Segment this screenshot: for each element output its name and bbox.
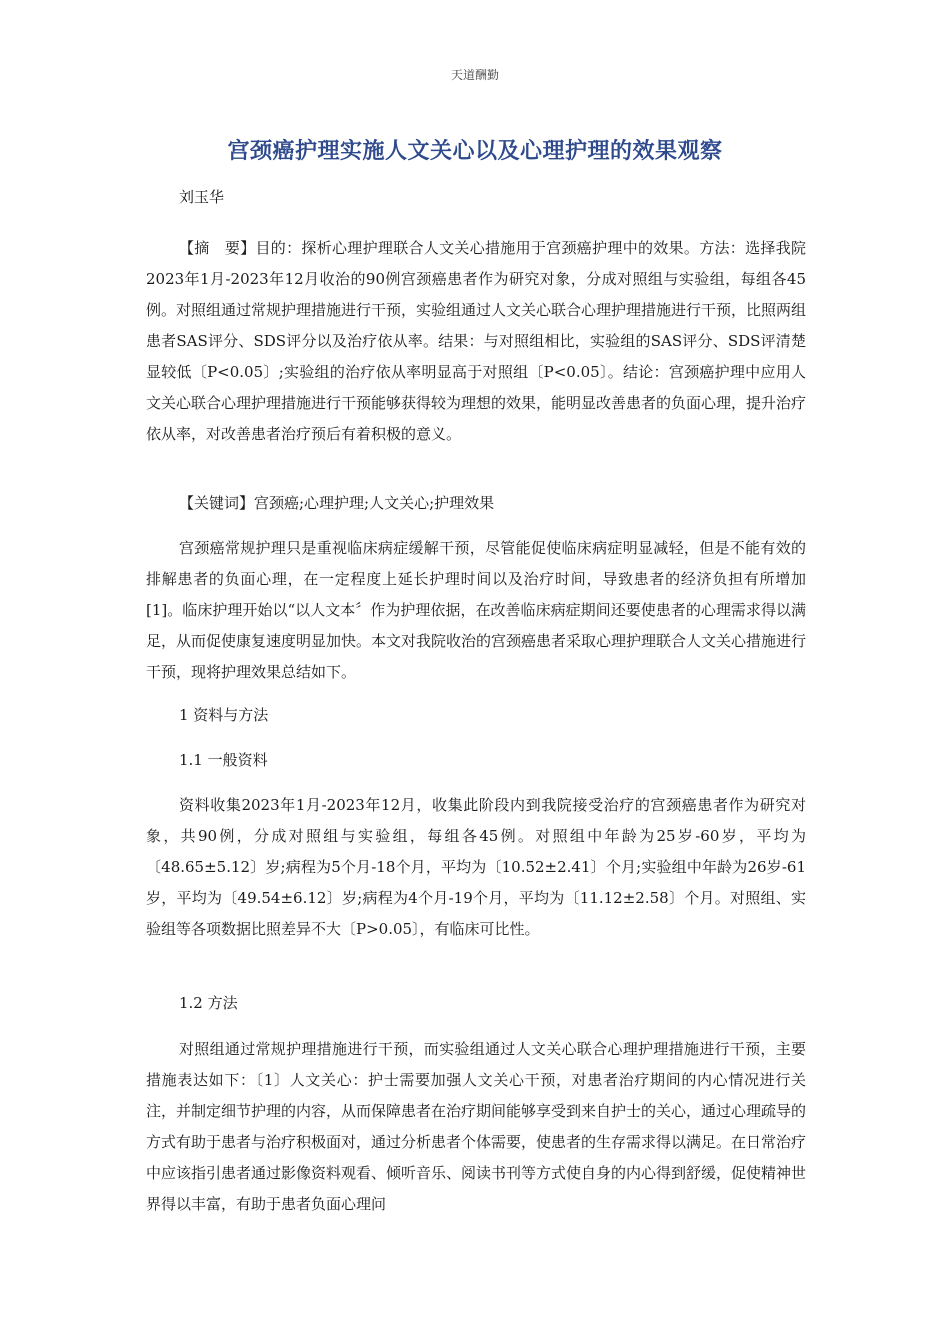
section-heading-1: 1 资料与方法 xyxy=(179,706,269,724)
intro-paragraph: 宫颈癌常规护理只是重视临床病症缓解干预，尽管能促使临床病症明显减轻，但是不能有效的排解患者的负面心理，在一定程度上延长护理时间以及治疗时间，导致患者的经济负担有所增加[1]。临床护理开始以“以人文本〞作为护理依据，在改善临床病症期间还要使患者的心理需求得以满足，从而促使康复速度明显加快。本文对我院收治的宫颈癌患者采取心理护理联合人文关心措施进行干预，现将护理效果总结如下。 xyxy=(146,539,807,681)
header-mark: 天道酬勤 xyxy=(450,68,499,82)
section-heading-1-1: 1.1 一般资料 xyxy=(179,751,268,769)
author-name: 刘玉华 xyxy=(179,188,225,206)
abstract-paragraph: 【摘 要】目的：探析心理护理联合人文关心措施用于宫颈癌护理中的效果。方法：选择我院2023年1月-2023年12月收治的90例宫颈癌患者作为研究对象，分成对照组与实验组，每组各45例。对照组通过常规护理措施进行干预，实验组通过人文关心联合心理护理措施进行干预，比照两组患者SAS评分、SDS评分以及治疗依从率。结果：与对照组相比，实验组的SAS评分、SDS评清楚显较低〔P<0.05〕;实验组的治疗依从率明显高于对照组〔P<0.05〕。结论：宫颈癌护理中应用人文关心联合心理护理措施进行干预能够获得较为理想的效果，能明显改善患者的负面心理，提升治疗依从率，对改善患者治疗预后有着积极的意义。 xyxy=(146,239,807,443)
page-title: 宫颈癌护理实施人文关心以及心理护理的效果观察 xyxy=(227,138,723,164)
method-paragraph: 对照组通过常规护理措施进行干预，而实验组通过人文关心联合心理护理措施进行干预，主要措施表达如下：〔1〕人文关心：护士需要加强人文关心干预，对患者治疗期间的内心情况进行关注，并制定细节护理的内容，从而保障患者在治疗期间能够享受到来自护士的关心，通过心理疏导的方式有助于患者与治疗积极面对，通过分析患者个体需要，使患者的生存需求得以满足。在日常治疗中应该指引患者通过影像资料观看、倾听音乐、阅读书刊等方式使自身的内心得到舒缓，促使精神世界得以丰富，有助于患者负面心理问 xyxy=(146,1040,807,1213)
general-data-paragraph: 资料收集2023年1月-2023年12月，收集此阶段内到我院接受治疗的宫颈癌患者作为研究对象，共90例，分成对照组与实验组，每组各45例。对照组中年龄为25岁-60岁，平均为〔48.65±5.12〕岁;病程为5个月-18个月，平均为〔10.52±2.41〕个月;实验组中年龄为26岁-61岁，平均为〔49.54±6.12〕岁;病程为4个月-19个月，平均为〔11.12±2.58〕个月。对照组、实验组等各项数据比照差异不大〔P>0.05〕，有临床可比性。 xyxy=(146,796,806,938)
section-heading-1-2: 1.2 方法 xyxy=(179,994,238,1012)
keywords-paragraph: 【关键词】宫颈癌;心理护理;人文关心;护理效果 xyxy=(179,494,495,512)
